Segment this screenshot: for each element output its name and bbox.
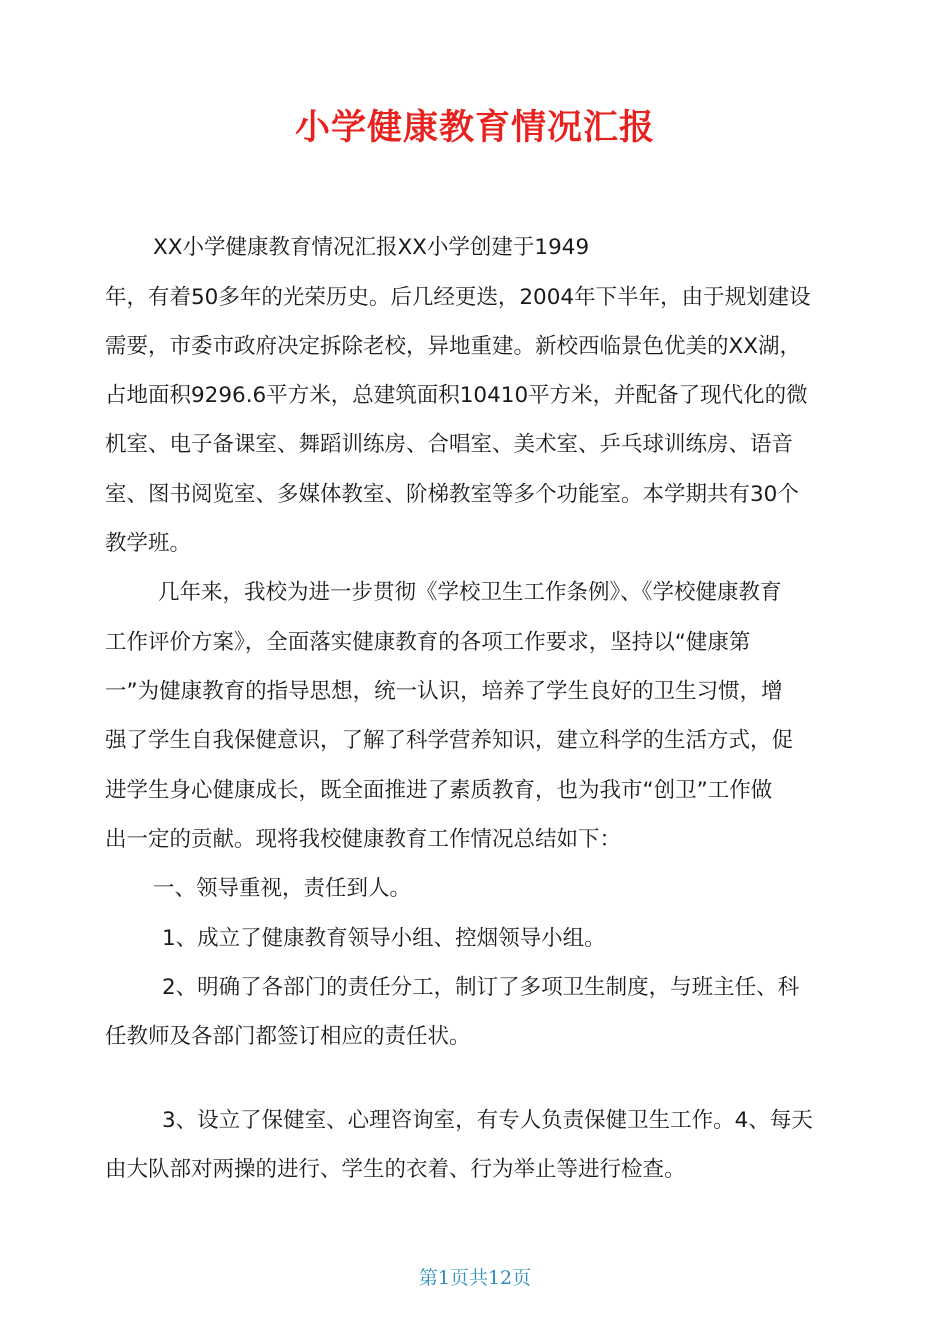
page-footer: 第1页共12页 bbox=[418, 1267, 532, 1289]
body-line: 占地面积9296.6平方米，总建筑面积10410平方米，并配备了现代化的微 bbox=[105, 383, 808, 408]
body-line: 年，有着50多年的光荣历史。后几经更迭，2004年下半年，由于规划建设 bbox=[105, 285, 811, 310]
list-item: 1、成立了健康教育领导小组、控烟领导小组。 bbox=[162, 926, 606, 951]
list-item: 3、设立了保健室、心理咨询室，有专人负责保健卫生工作。4、每天 bbox=[162, 1108, 813, 1133]
section-heading: 一、领导重视，责任到人。 bbox=[153, 876, 412, 901]
body-line: 几年来，我校为进一步贯彻《学校卫生工作条例》、《学校健康教育 bbox=[158, 580, 782, 605]
list-item: 2、明确了各部门的责任分工，制订了多项卫生制度，与班主任、科 bbox=[162, 975, 800, 1000]
body-line: 需要，市委市政府决定拆除老校，异地重建。新校西临景色优美的XX湖， bbox=[105, 334, 801, 359]
body-line: 由大队部对两操的进行、学生的衣着、行为举止等进行检查。 bbox=[105, 1157, 686, 1182]
body-line: 出一定的贡献。现将我校健康教育工作情况总结如下： bbox=[105, 827, 622, 852]
body-line: 教学班。 bbox=[105, 531, 192, 556]
body-line: XX小学健康教育情况汇报XX小学创建于1949 bbox=[153, 235, 590, 260]
document-title: 小学健康教育情况汇报 bbox=[294, 108, 655, 148]
body-line: 进学生身心健康成长，既全面推进了素质教育，也为我市“创卫”工作做 bbox=[105, 778, 773, 803]
body-line: 室、图书阅览室、多媒体教室、阶梯教室等多个功能室。本学期共有30个 bbox=[105, 482, 799, 507]
body-line: 机室、电子备课室、舞蹈训练房、合唱室、美术室、乒乓球训练房、语音 bbox=[105, 432, 794, 457]
body-line: 一”为健康教育的指导思想，统一认识，培养了学生良好的卫生习惯，增 bbox=[105, 679, 783, 704]
body-line: 任教师及各部门都签订相应的责任状。 bbox=[105, 1024, 471, 1049]
body-line: 强了学生自我保健意识，了解了科学营养知识，建立科学的生活方式，促 bbox=[105, 728, 794, 753]
body-line: 工作评价方案》，全面落实健康教育的各项工作要求，坚持以“健康第 bbox=[105, 630, 751, 655]
